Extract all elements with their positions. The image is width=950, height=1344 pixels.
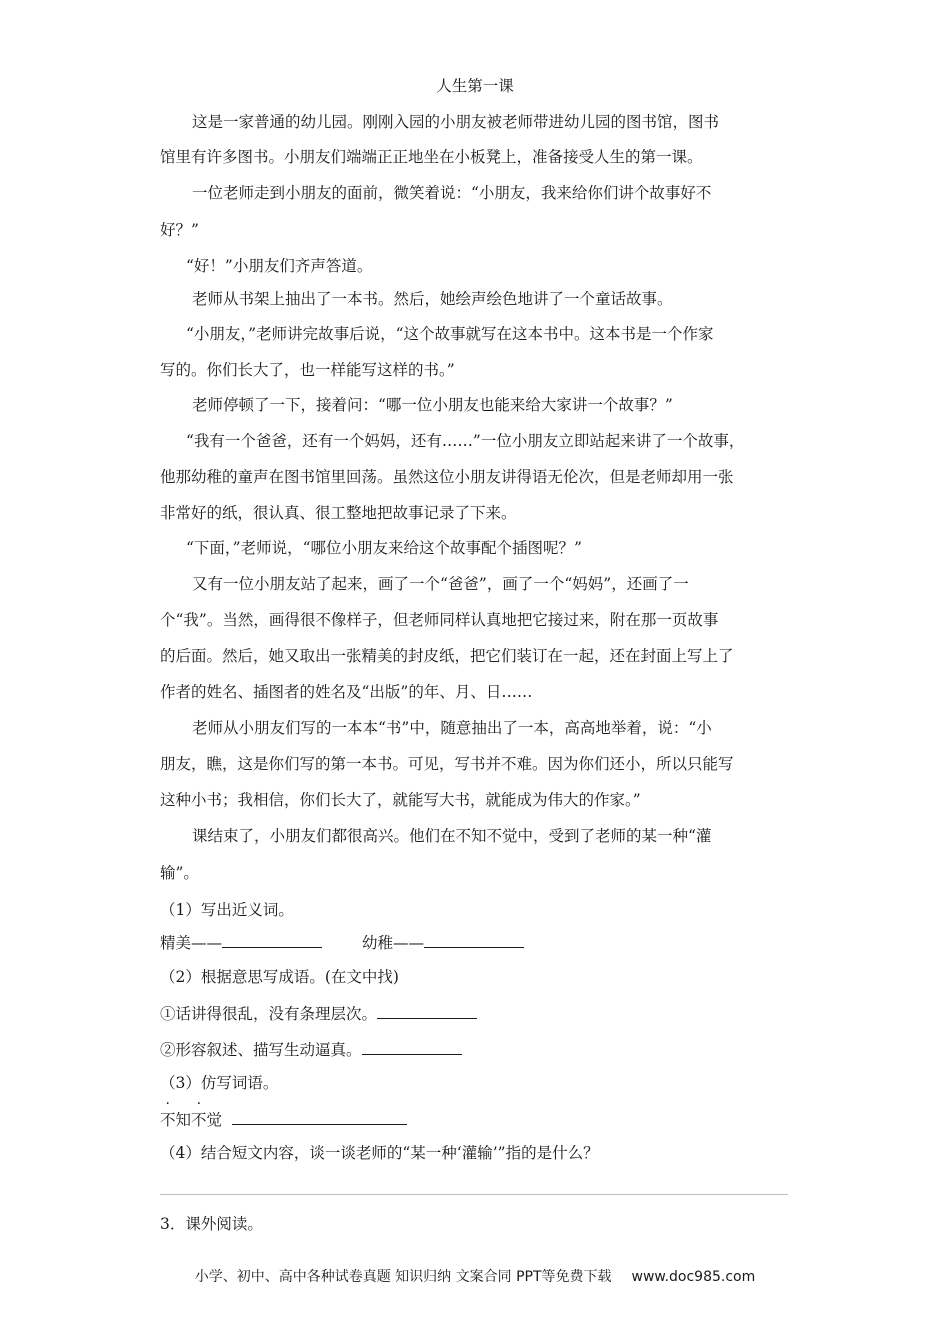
word-char: 知 xyxy=(175,1111,192,1129)
paragraph-line: 个“我”。当然，画得很不像样子，但老师同样认真地把它接过来，附在那一页故事 xyxy=(160,611,719,629)
paragraph-line: 馆里有许多图书。小朋友们端端正正地坐在小板凳上，准备接受人生的第一课。 xyxy=(160,148,703,166)
page-title: 人生第一课 xyxy=(436,77,514,95)
question-2: （2）根据意思写成语。(在文中找) xyxy=(160,968,399,986)
footer-text: 小学、初中、高中各种试卷真题 知识归纳 文案合同 PPT等免费下载 xyxy=(194,1269,612,1285)
emphasis-char: 不 xyxy=(160,1111,176,1129)
paragraph-line: 老师从书架上抽出了一本书。然后，她绘声绘色地讲了一个童话故事。 xyxy=(192,290,673,308)
paragraph-line: 老师停顿了一下，接着问：“哪一位小朋友也能来给大家讲一个故事？” xyxy=(192,396,673,414)
question-3-answer xyxy=(160,1109,800,1130)
q1-answer-blank-a[interactable] xyxy=(222,932,322,948)
paragraph-line: “下面，”老师说，“哪位小朋友来给这个故事配个插图呢？” xyxy=(186,539,582,557)
q1-label-a: 精美—— xyxy=(160,934,223,952)
q4-answer-line[interactable] xyxy=(160,1194,788,1195)
paragraph-line: 朋友，瞧，这是你们写的第一本书。可见，写书并不难。因为你们还小，所以只能写 xyxy=(160,755,734,773)
paragraph-line: “好！”小朋友们齐声答道。 xyxy=(186,257,373,275)
q2-answer-blank-b[interactable] xyxy=(362,1039,462,1055)
footer-url[interactable]: www.doc985.com xyxy=(631,1269,756,1285)
paragraph-line: 又有一位小朋友站了起来，画了一个“爸爸”，画了一个“妈妈”，还画了一 xyxy=(192,575,689,593)
emphasis-char: 不 xyxy=(191,1111,207,1129)
question-2b xyxy=(160,1039,800,1060)
paragraph-line: 这种小书；我相信，你们长大了，就能写大书，就能成为伟大的作家。” xyxy=(160,791,641,809)
question-1: （1）写出近义词。 xyxy=(160,901,294,919)
q2-a-text: ①话讲得很乱，没有条理层次。 xyxy=(160,1005,378,1023)
q1-answer-blank-b[interactable] xyxy=(424,932,524,948)
section-3-heading: 3．课外阅读。 xyxy=(160,1215,263,1233)
q1-label-b: 幼稚—— xyxy=(362,934,425,952)
paragraph-line: 这是一家普通的幼儿园。刚刚入园的小朋友被老师带进幼儿园的图书馆，图书 xyxy=(192,113,720,131)
q2-b-text: ②形容叙述、描写生动逼真。 xyxy=(160,1041,362,1059)
footer xyxy=(0,1266,950,1286)
paragraph-line: 他那幼稚的童声在图书馆里回荡。虽然这位小朋友讲得语无伦次，但是老师却用一张 xyxy=(160,468,734,486)
q2-answer-blank-a[interactable] xyxy=(377,1003,477,1019)
paragraph-line: 课结束了，小朋友们都很高兴。他们在不知不觉中，受到了老师的某一种“灌 xyxy=(192,827,712,845)
paragraph-line: “我有一个爸爸，还有一个妈妈，还有……”一位小朋友立即站起来讲了一个故事， xyxy=(186,432,745,450)
question-1-answers xyxy=(160,932,800,953)
paragraph-line: 非常好的纸，很认真、很工整地把故事记录了下来。 xyxy=(160,504,517,522)
paragraph-line: 的后面。然后，她又取出一张精美的封皮纸，把它们装订在一起，还在封面上写上了 xyxy=(160,647,734,665)
question-2a xyxy=(160,1003,800,1024)
question-3: （3）仿写词语。 xyxy=(160,1074,279,1092)
q3-answer-blank[interactable] xyxy=(232,1109,407,1125)
word-char: 觉 xyxy=(206,1111,223,1129)
paragraph-line: 老师从小朋友们写的一本本“书”中，随意抽出了一本，高高地举着，说：“小 xyxy=(192,719,712,737)
paragraph-line: 一位老师走到小朋友的面前，微笑着说：“小朋友，我来给你们讲个故事好不 xyxy=(192,184,712,202)
paragraph-line: “小朋友，”老师讲完故事后说，“这个故事就写在这本书中。这本书是一个作家 xyxy=(186,325,714,343)
paragraph-line: 写的。你们长大了，也一样能写这样的书。” xyxy=(160,361,455,379)
question-4: （4）结合短文内容，谈一谈老师的“某一种‘灌输’”指的是什么？ xyxy=(160,1144,599,1162)
paragraph-line: 好？” xyxy=(160,221,199,239)
paragraph-line: 输”。 xyxy=(160,864,199,882)
paragraph-line: 作者的姓名、插图者的姓名及“出版”的年、月、日…… xyxy=(160,683,533,701)
